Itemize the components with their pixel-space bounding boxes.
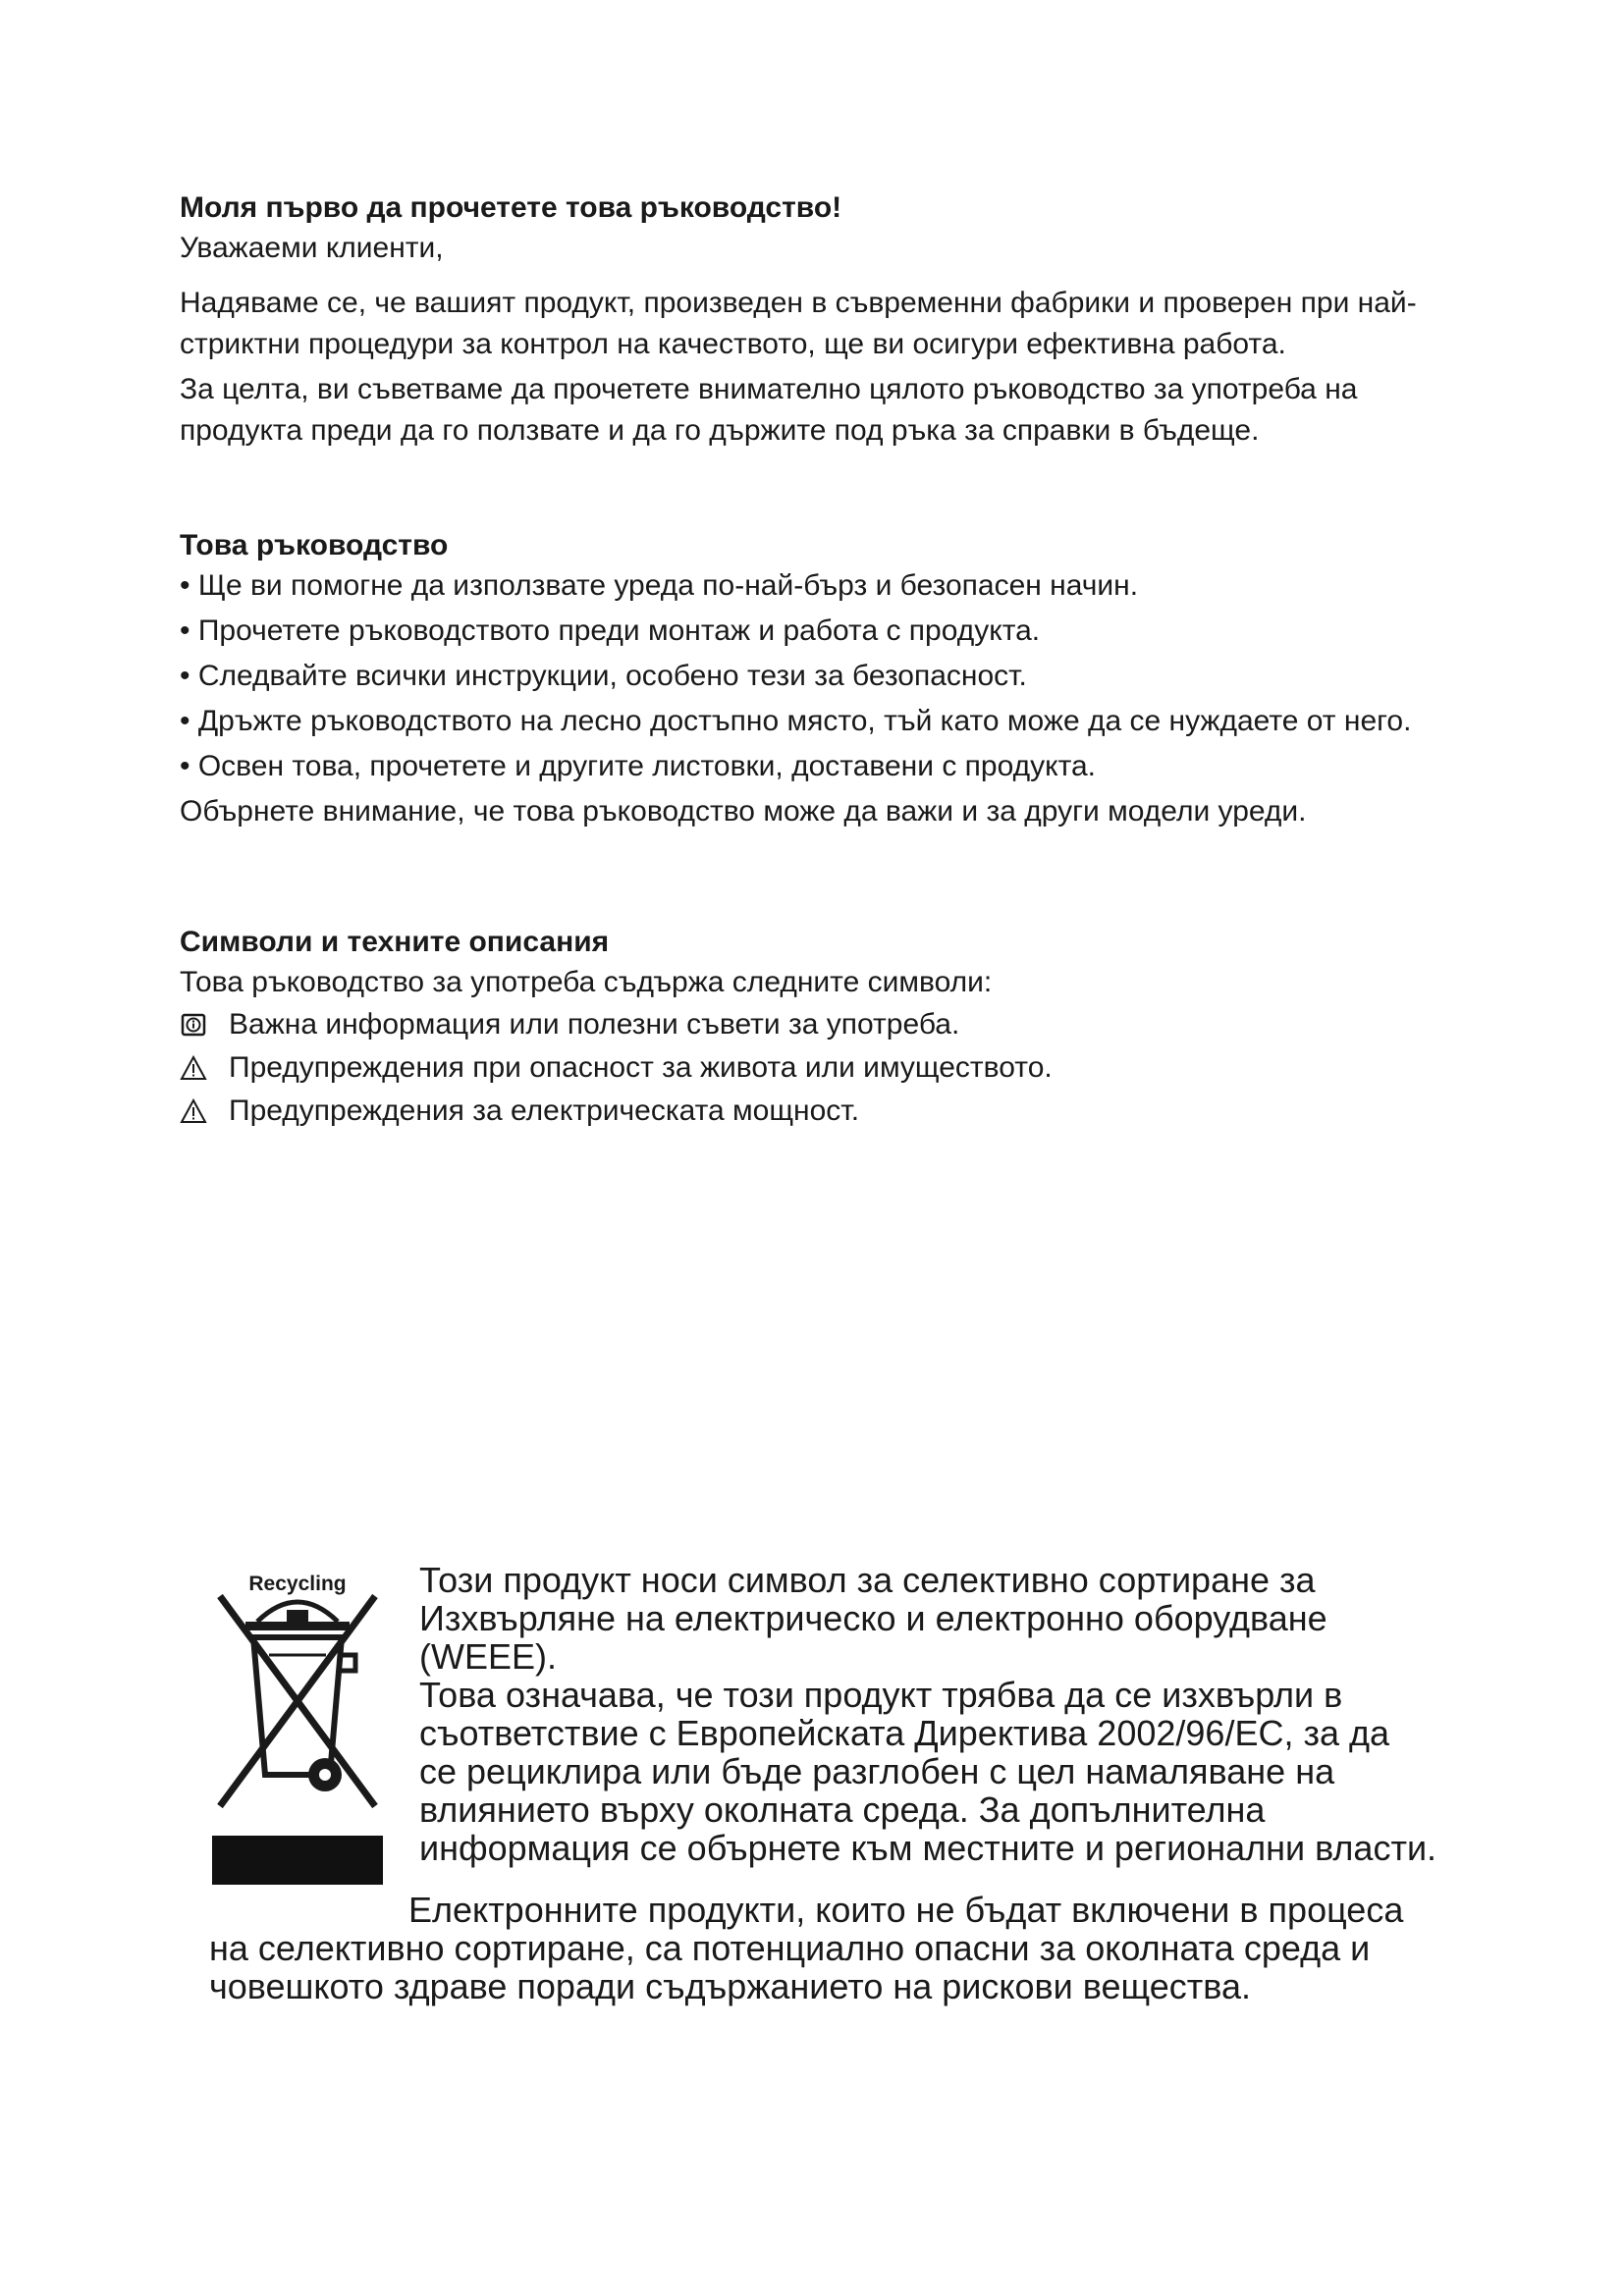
weee-foot-line: Електронните продукти, които не бъдат включени в процеса xyxy=(408,1890,1404,1930)
symbol-text: Предупреждения при опасност за живота или имуществото. xyxy=(229,1051,1053,1084)
symbols-intro: Това ръководство за употреба съдържа следните символи: xyxy=(180,966,993,998)
symbol-row xyxy=(180,1090,1486,1133)
weee-recycling-logo xyxy=(210,1561,385,1885)
info-icon xyxy=(180,1011,207,1039)
manual-bullet: • Прочетете ръководството преди монтаж и работа с продукта. xyxy=(180,614,1041,647)
symbols-title: Символи и техните описания xyxy=(180,926,610,958)
weee-foot-line: човешкото здраве поради съдържанието на рискови вещества. xyxy=(209,1966,1251,2006)
weee-line: съответствие с Европейската Директива 2002/96/ЕС, за да xyxy=(419,1713,1390,1753)
manual-note: Обърнете внимание, че това ръководство може да важи и за други модели уреди. xyxy=(180,795,1307,828)
weee-line: (WEEE). xyxy=(419,1636,557,1677)
intro-paragraph: Надяваме се, че вашият продукт, произведен в съвременни фабрики и проверен при най-стриктни процедури за контрол на качеството, ще ви осигури ефективна работа. xyxy=(180,287,1417,360)
weee-logo-label: Recycling xyxy=(248,1573,347,1595)
weee-line: се рециклира или бъде разглобен с цел намаляване на xyxy=(419,1751,1335,1791)
warning-triangle-icon xyxy=(180,1054,207,1082)
weee-line: Това означава, че този продукт трябва да се изхвърли в xyxy=(419,1675,1343,1715)
manual-title: Това ръководство xyxy=(180,529,449,561)
weee-line: Изхвърляне на електрическо и електронно оборудване xyxy=(419,1598,1327,1638)
weee-footnote xyxy=(209,1891,1505,2005)
symbol-row xyxy=(180,1046,1486,1090)
intro-greeting: Уважаеми клиенти, xyxy=(180,232,444,264)
warning-triangle-icon xyxy=(180,1097,207,1125)
symbol-text: Важна информация или полезни съвети за употреба. xyxy=(229,1008,960,1041)
symbol-text: Предупреждения за електрическата мощност. xyxy=(229,1095,860,1127)
weee-line: информация се обърнете към местните и регионални власти. xyxy=(419,1828,1437,1868)
weee-line: Този продукт носи символ за селективно сортиране за xyxy=(419,1560,1316,1600)
manual-bullet: • Освен това, прочетете и другите листовки, доставени с продукта. xyxy=(180,750,1097,782)
weee-foot-line: на селективно сортиране, са потенциално опасни за околната среда и xyxy=(209,1928,1371,1968)
intro-paragraph: За целта, ви съветваме да прочетете внимателно цялото ръководство за употреба на продукта преди да го ползвате и да го държите под ръка за справки в бъдеще. xyxy=(180,373,1358,447)
symbol-row xyxy=(180,1003,1486,1046)
intro-section xyxy=(180,188,1486,452)
manual-bullet: • Ще ви помогне да използвате уреда по-най-бърз и безопасен начин. xyxy=(180,569,1139,602)
manual-bullet: • Следвайте всички инструкции, особено тези за безопасност. xyxy=(180,660,1027,692)
weee-description xyxy=(419,1561,1519,1867)
manual-section xyxy=(180,526,1486,832)
manual-bullet: • Дръжте ръководството на лесно достъпно място, тъй като може да се нуждаете от него. xyxy=(180,705,1412,737)
intro-title: Моля първо да прочетете това ръководство! xyxy=(180,191,842,224)
symbols-section xyxy=(180,923,1486,1133)
weee-line: влиянието върху околната среда. За допълнителна xyxy=(419,1789,1266,1830)
